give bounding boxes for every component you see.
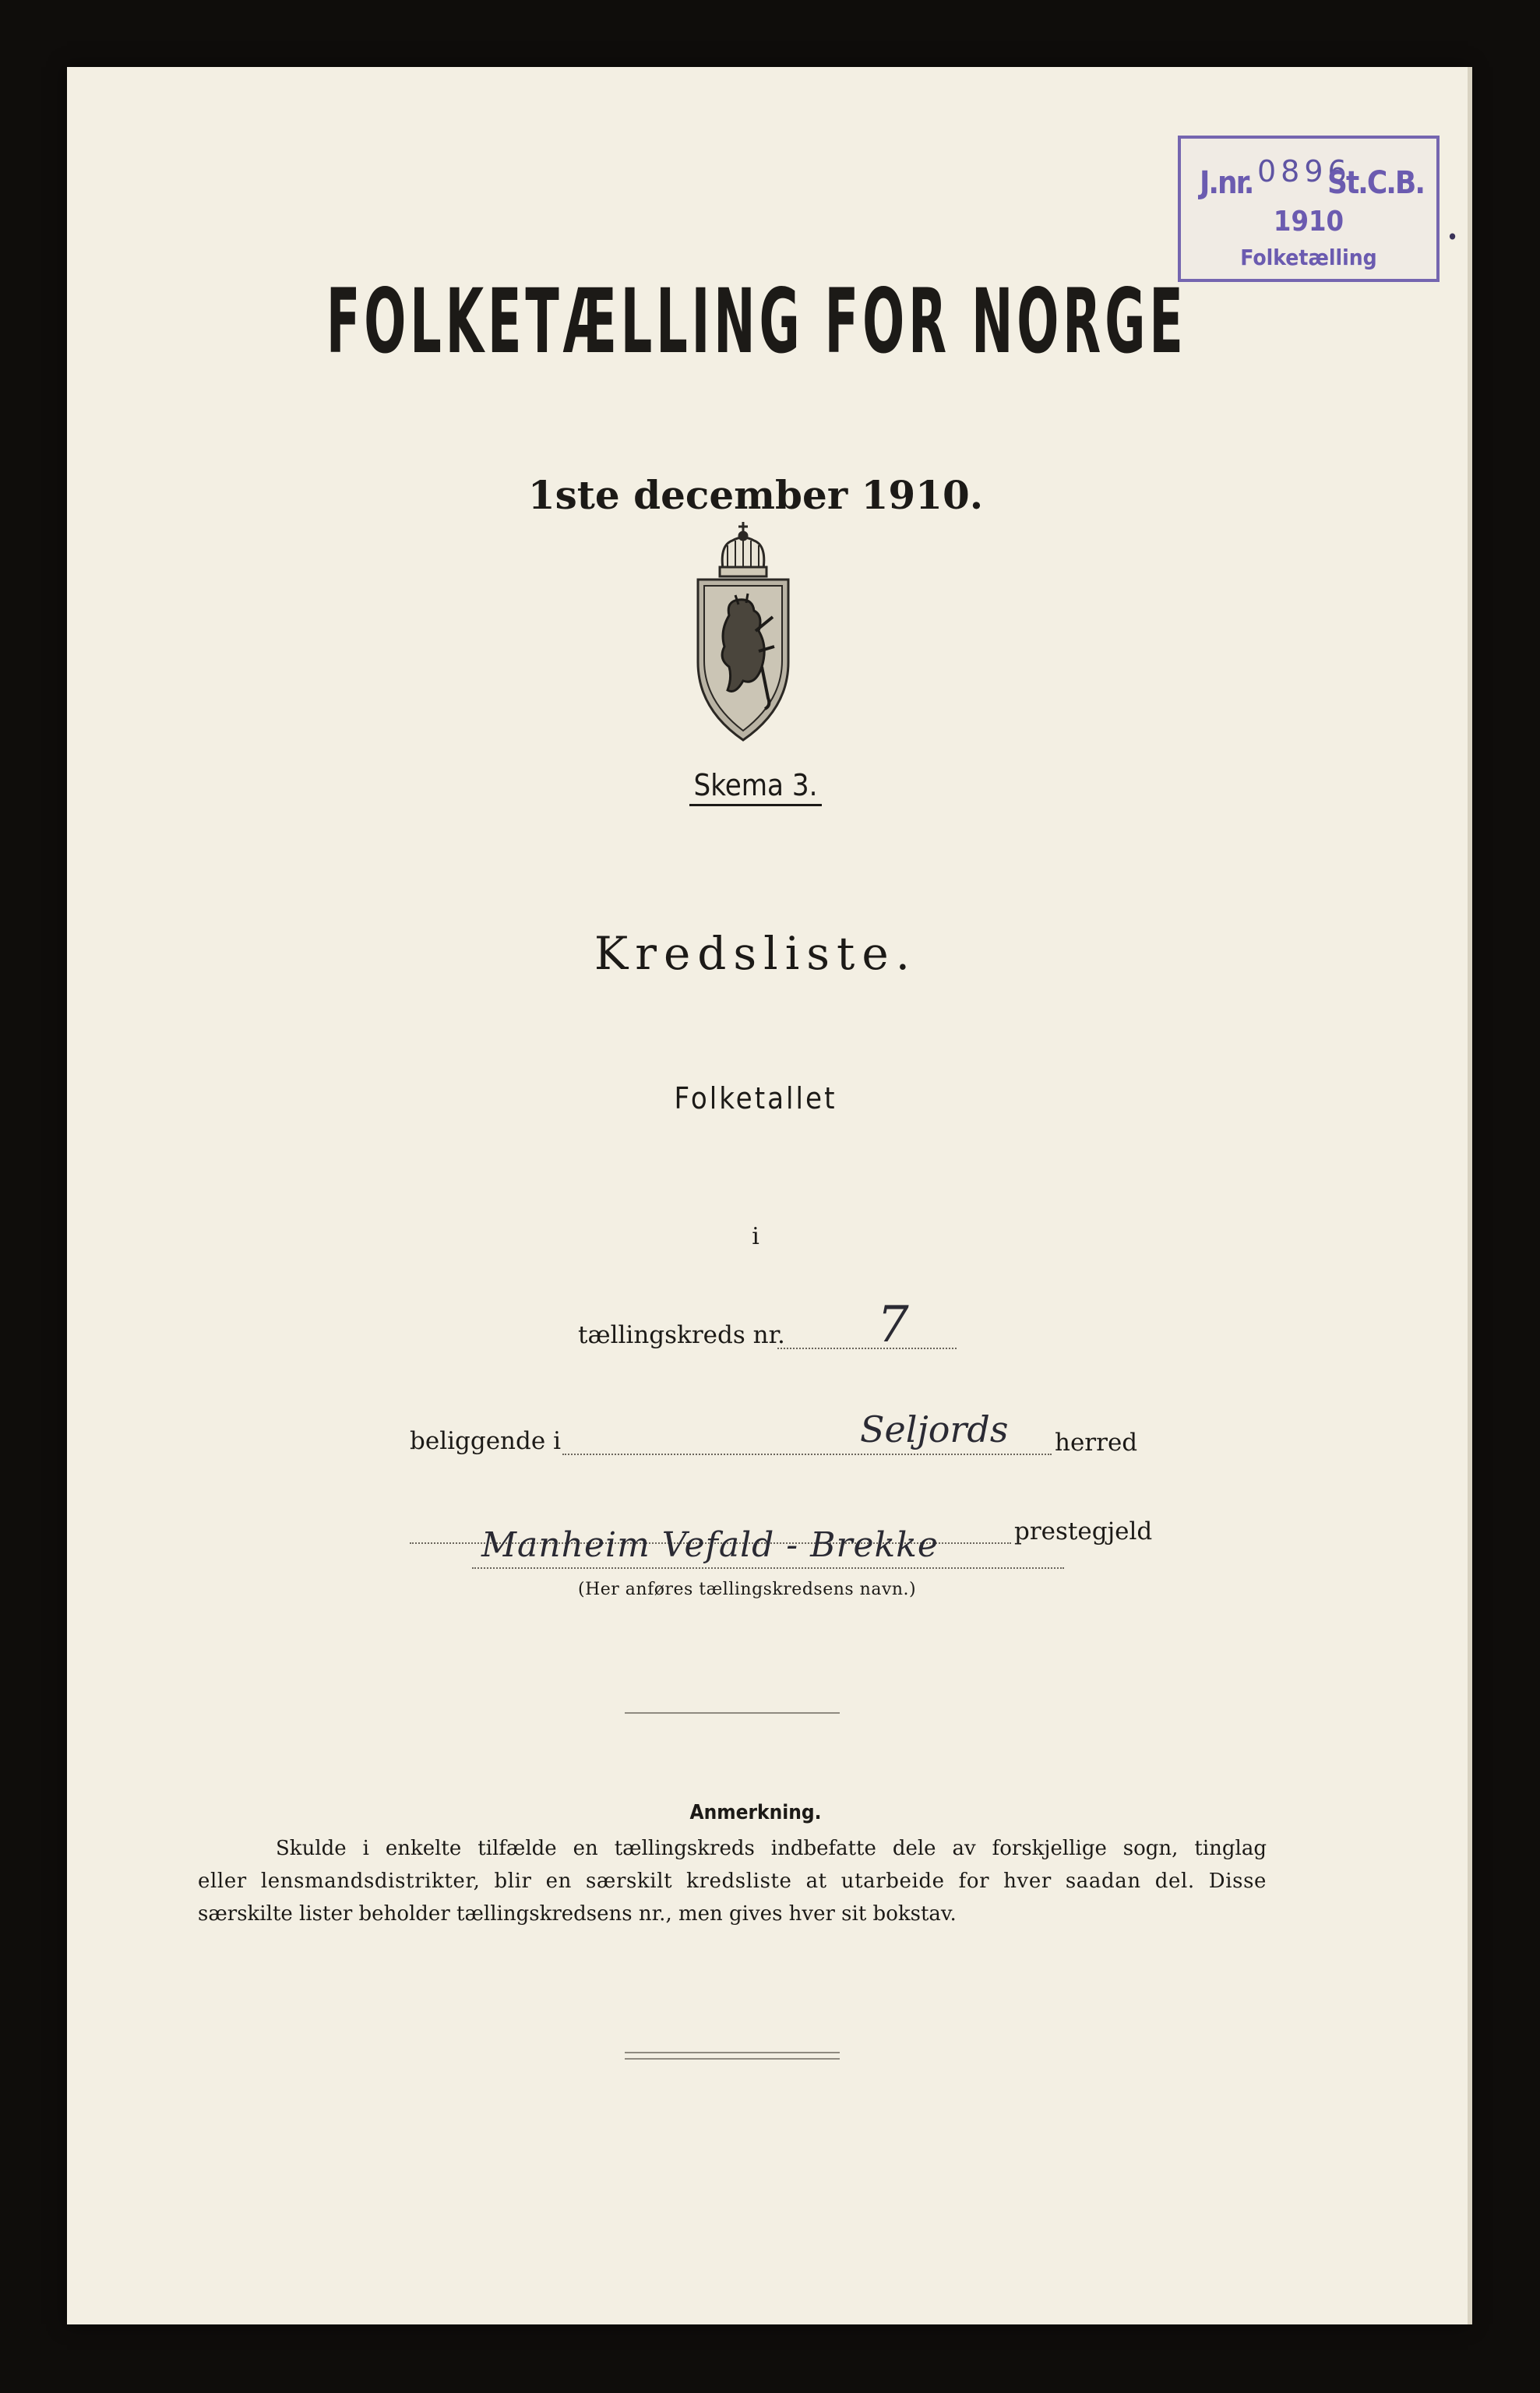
census-form-page — [67, 67, 1468, 2324]
form-heading: Kredsliste. — [594, 927, 918, 980]
note-heading: Anmerkning. — [689, 1801, 822, 1824]
herred-label: herred — [1055, 1429, 1138, 1457]
schema-number — [44, 768, 1468, 802]
kreds-number-value: 7 — [877, 1296, 909, 1354]
kreds-name-value: Manheim Vefald - Brekke — [481, 1525, 939, 1565]
bottom-rule — [625, 2052, 840, 2053]
beliggende-label: beliggende i — [410, 1427, 561, 1455]
kreds-number-label: tællingskreds nr. — [578, 1321, 785, 1349]
note-line: særskilte lister beholder tællingskredsens nr., men gives hver sit bokstav. — [198, 1902, 957, 1926]
note-line: Skulde i enkelte tilfælde en tællingskreds indbefatte dele av forskjellige sogn, tinglag — [276, 1837, 1267, 1860]
stamp-dot: • — [1447, 224, 1458, 250]
stamp-label: Folketælling — [1240, 245, 1377, 270]
bottom-rule-2 — [625, 2058, 840, 2060]
stamp-office: St.C.B. — [1327, 165, 1424, 201]
stamp-jnr-number: 0896 — [1257, 154, 1351, 189]
prestegjeld-label: prestegjeld — [1014, 1517, 1153, 1545]
in-label: i — [752, 1223, 759, 1250]
stamp-jnr-label: J.nr. — [1200, 165, 1253, 201]
kreds-number-line — [777, 1348, 957, 1349]
herred-line — [562, 1454, 1052, 1455]
page-edge — [1468, 67, 1472, 2324]
folketallet-label: Folketallet — [674, 1081, 837, 1115]
kreds-name-caption: (Her anføres tællingskredsens navn.) — [578, 1580, 917, 1599]
stamp-row — [1181, 151, 1436, 201]
page-title: FOLKETÆLLING FOR NORGE — [326, 270, 1187, 373]
census-date: 1ste december 1910. — [527, 472, 984, 518]
note-line: eller lensmandsdistrikter, blir en særskilt kredsliste at utarbeide for hver saadan del. Disse — [198, 1870, 1267, 1893]
divider-rule — [625, 1712, 840, 1714]
kreds-name-line — [472, 1567, 1064, 1569]
stamp-year: 1910 — [1273, 206, 1344, 238]
note-body — [198, 1832, 1267, 1930]
norwegian-coat-of-arms-icon — [681, 514, 805, 795]
registry-stamp — [1178, 136, 1458, 282]
herred-value: Seljords — [860, 1408, 1009, 1450]
schema-label: Skema 3. — [689, 768, 823, 806]
